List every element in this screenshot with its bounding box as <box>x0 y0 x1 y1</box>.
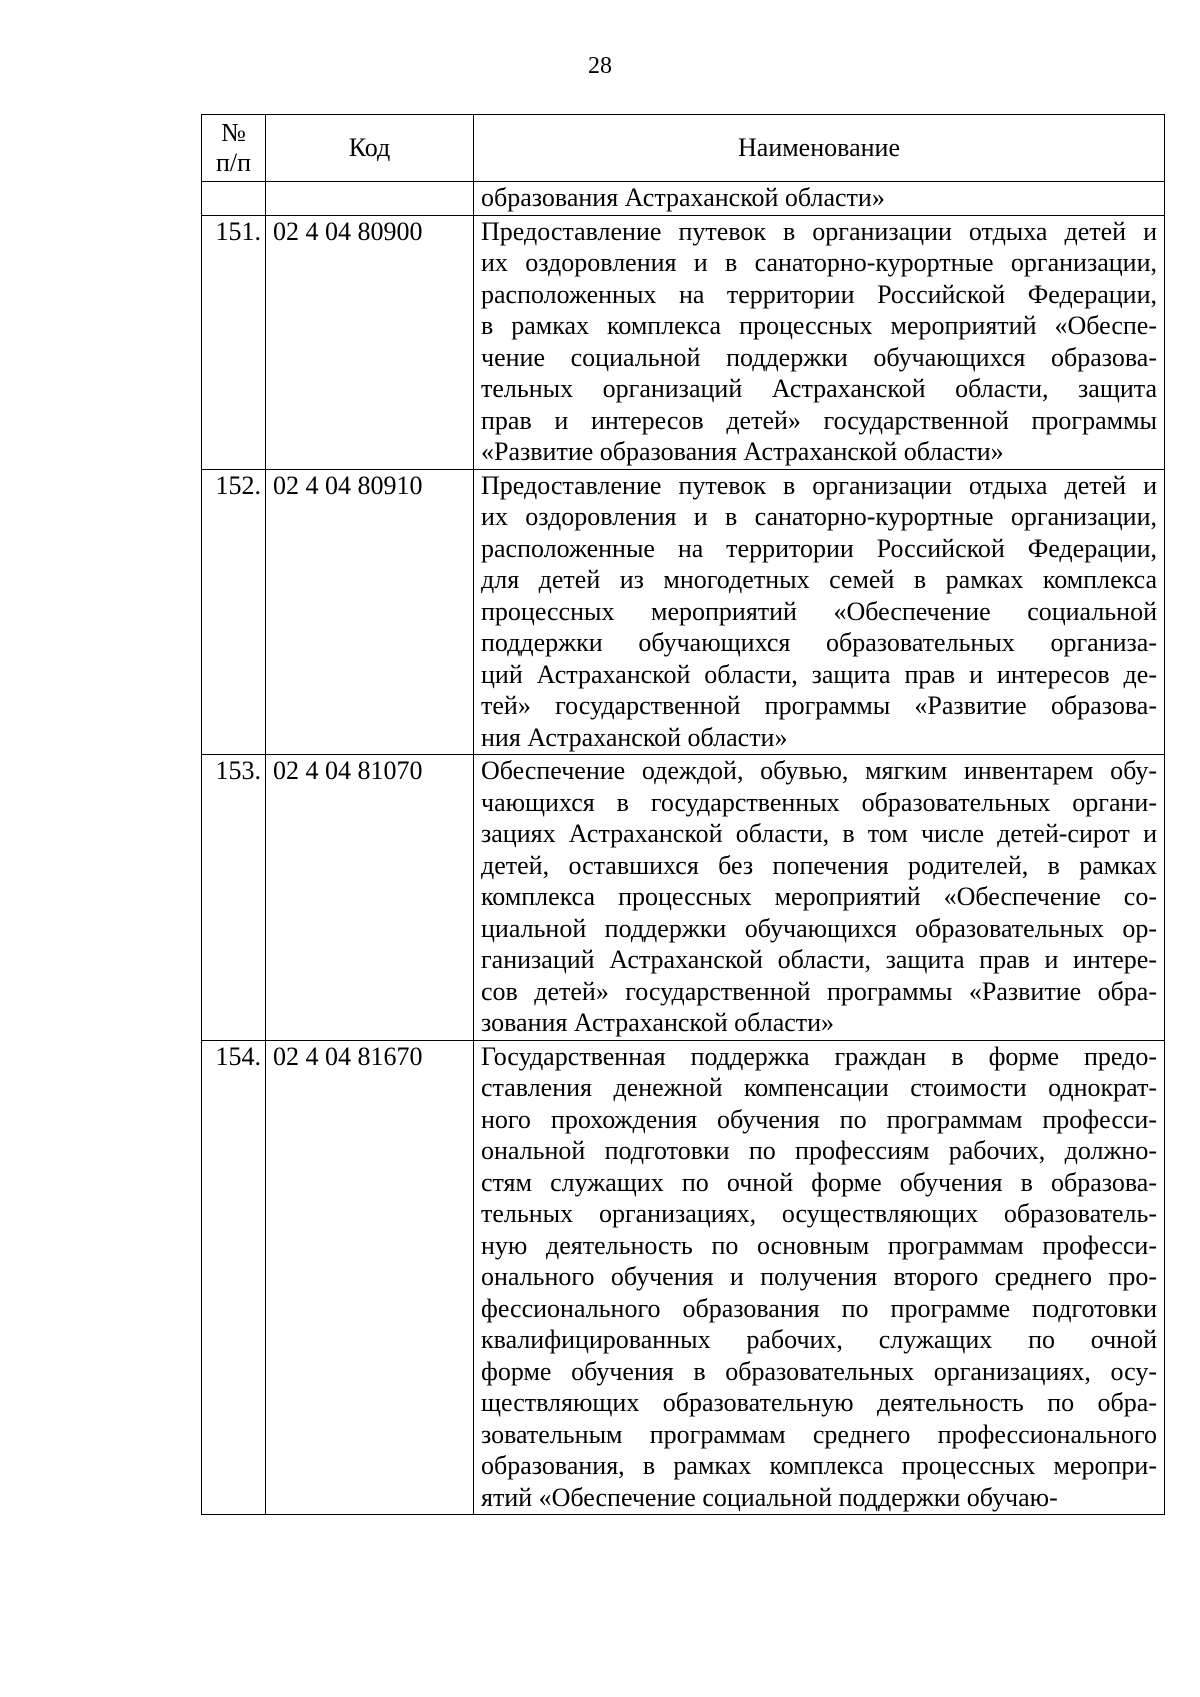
row-name-line: зования Астраханской области» <box>481 1008 835 1037</box>
row-code: 02 4 04 80900 <box>266 215 474 469</box>
row-name <box>474 469 1165 755</box>
row-number <box>202 182 266 216</box>
row-name-line: ций Астраханской области, защита прав и интересов де- <box>481 659 1157 689</box>
row-name-line: образования Астраханской области» <box>481 183 885 212</box>
row-name-line: Обеспечение одеждой, обувью, мягким инвентарем обу- <box>481 756 1157 785</box>
row-name-line: чение социальной поддержки обучающихся образова- <box>481 342 1157 372</box>
row-code: 02 4 04 81070 <box>266 755 474 1041</box>
row-name-line: тей» государственной программы «Развитие образова- <box>481 691 1157 720</box>
row-number: 154. <box>202 1040 266 1515</box>
row-name-line: ятий «Обеспечение социальной поддержки обучаю- <box>481 1482 1058 1512</box>
row-name-line: ного прохождения обучения по программам професси- <box>481 1104 1157 1134</box>
row-name-line: расположенных на территории Российской Федерации, <box>481 279 1157 309</box>
row-name-line: Предоставление путевок в организации отдыха детей и <box>481 216 1157 246</box>
row-name-line: комплекса процессных мероприятий «Обеспечение со- <box>481 882 1157 911</box>
table-header-row <box>202 115 1165 182</box>
row-name-line: стям служащих по очной форме обучения в образова- <box>481 1167 1157 1197</box>
row-name-line: образования, в рамках комплекса процессных меропри- <box>481 1451 1157 1480</box>
row-name-line: зациях Астраханской области, в том числе детей-сирот и <box>481 819 1157 848</box>
row-name-line: их оздоровления и в санаторно-курортные организации, <box>481 502 1157 531</box>
row-code: 02 4 04 80910 <box>266 469 474 755</box>
row-code <box>266 182 474 216</box>
row-name <box>474 755 1165 1041</box>
row-name-line: детей, оставшихся без попечения родителей, в рамках <box>481 850 1157 880</box>
row-name-line: расположенные на территории Российской Федерации, <box>481 533 1157 563</box>
row-name-line: прав и интересов детей» государственной программы <box>481 405 1157 435</box>
row-name-line: форме обучения в образовательных организациях, осу- <box>481 1356 1157 1386</box>
row-code: 02 4 04 81670 <box>266 1040 474 1515</box>
table-row <box>202 182 1165 216</box>
table-body <box>202 182 1165 1515</box>
table-row <box>202 755 1165 1041</box>
row-name-line: ществляющих образовательную деятельность по обра- <box>481 1388 1157 1417</box>
row-name-line: в рамках комплекса процессных мероприятий «Обеспе- <box>481 311 1157 340</box>
row-name-line: ганизаций Астраханской области, защита прав и интере- <box>481 945 1157 974</box>
row-name-line: сов детей» государственной программы «Развитие обра- <box>481 976 1157 1006</box>
row-name-line: Предоставление путевок в организации отдыха детей и <box>481 470 1157 500</box>
row-name-line: фессионального образования по программе подготовки <box>481 1293 1157 1323</box>
row-number: 152. <box>202 469 266 755</box>
row-name-line: «Развитие образования Астраханской области» <box>481 437 1004 466</box>
header-number <box>202 115 266 182</box>
table-row <box>202 1040 1165 1515</box>
header-number-sign: № <box>221 118 246 147</box>
row-name-line: ставления денежной компенсации стоимости однократ- <box>481 1073 1157 1102</box>
row-name-line: тельных организаций Астраханской области, защита <box>481 374 1157 403</box>
row-name-line: ональной подготовки по профессиям рабочих, должно- <box>481 1136 1157 1165</box>
row-name-line: квалифицированных рабочих, служащих по очной <box>481 1325 1157 1354</box>
header-code: Код <box>266 115 474 182</box>
row-name-line: зовательным программам среднего профессионального <box>481 1419 1157 1449</box>
row-name-line: чающихся в государственных образовательных органи- <box>481 787 1157 817</box>
row-name <box>474 215 1165 469</box>
row-name-line: их оздоровления и в санаторно-курортные организации, <box>481 248 1157 277</box>
row-name-line: циальной поддержки обучающихся образовательных ор- <box>481 913 1157 943</box>
row-name-line: поддержки обучающихся образовательных организа- <box>481 628 1157 657</box>
row-name-line: ния Астраханской области» <box>481 722 788 752</box>
row-name <box>474 182 1165 216</box>
page-number: 28 <box>588 53 612 79</box>
table-row <box>202 215 1165 469</box>
row-name <box>474 1040 1165 1515</box>
row-name-line: Государственная поддержка граждан в форме предо- <box>481 1041 1157 1071</box>
row-name-line: процессных мероприятий «Обеспечение социальной <box>481 596 1157 626</box>
row-name-line: онального обучения и получения второго среднего про- <box>481 1262 1157 1291</box>
row-name-line: для детей из многодетных семей в рамках комплекса <box>481 565 1157 594</box>
header-name: Наименование <box>474 115 1165 182</box>
header-number-abbr: п/п <box>215 148 252 177</box>
row-name-line: ную деятельность по основным программам професси- <box>481 1230 1157 1260</box>
row-number: 153. <box>202 755 266 1041</box>
row-name-line: тельных организациях, осуществляющих образователь- <box>481 1199 1157 1228</box>
table-row <box>202 469 1165 755</box>
row-number: 151. <box>202 215 266 469</box>
budget-code-table <box>201 114 1165 1515</box>
